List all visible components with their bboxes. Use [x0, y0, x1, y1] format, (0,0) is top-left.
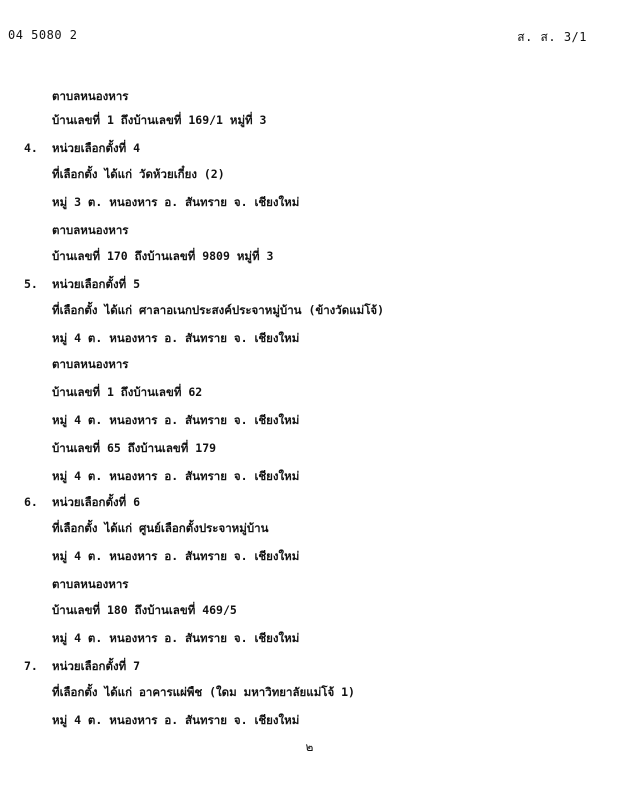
- polling-unit-heading: หน่วยเลือกตั้งที่ 4: [52, 141, 140, 155]
- polling-unit-heading: หน่วยเลือกตั้งที่ 7: [52, 659, 140, 673]
- house-range: บ้านเลขที่ 1 ถึงบ้านเลขที่ 62: [52, 385, 203, 399]
- item-number: 7.: [24, 659, 38, 673]
- polling-unit-heading: หน่วยเลือกตั้งที่ 5: [52, 277, 140, 291]
- item-number: 4.: [24, 141, 38, 155]
- polling-place: ที่เลือกตั้ง ได้แก่ ศูนย์เลือกตั้งประจาหมู่บ้าน: [52, 521, 269, 535]
- form-code: ส. ส. 3/1: [517, 30, 587, 44]
- item-number: 5.: [24, 277, 38, 291]
- address-line: หมู่ 4 ต. หนองหาร อ. สันทราย จ. เชียงใหม่: [52, 549, 300, 563]
- page-number: ๒: [305, 740, 314, 754]
- subdistrict-heading: ตาบลหนองหาร: [52, 89, 129, 103]
- document-code: 04 5080 2: [8, 28, 78, 42]
- house-range: บ้านเลขที่ 170 ถึงบ้านเลขที่ 9809 หมู่ที่ 3: [52, 249, 274, 263]
- house-range: บ้านเลขที่ 65 ถึงบ้านเลขที่ 179: [52, 441, 217, 455]
- subdistrict-heading: ตาบลหนองหาร: [52, 223, 129, 237]
- subdistrict-heading: ตาบลหนองหาร: [52, 357, 129, 371]
- subdistrict-heading: ตาบลหนองหาร: [52, 577, 129, 591]
- address-line: หมู่ 3 ต. หนองหาร อ. สันทราย จ. เชียงใหม่: [52, 195, 300, 209]
- item-number: 6.: [24, 495, 38, 509]
- address-line: หมู่ 4 ต. หนองหาร อ. สันทราย จ. เชียงใหม่: [52, 413, 300, 427]
- house-range: บ้านเลขที่ 1 ถึงบ้านเลขที่ 169/1 หมู่ที่ 3: [52, 113, 267, 127]
- polling-place: ที่เลือกตั้ง ได้แก่ วัดห้วยเกี๋ยง (2): [52, 167, 225, 181]
- polling-place: ที่เลือกตั้ง ได้แก่ ศาลาอเนกประสงค์ประจาหมู่บ้าน (ข้างวัดแม่โจ้): [52, 303, 385, 317]
- polling-place: ที่เลือกตั้ง ได้แก่ อาคารแผ่พืช (ใดม มหาวิทยาลัยแม่โจ้ 1): [52, 685, 355, 699]
- address-line: หมู่ 4 ต. หนองหาร อ. สันทราย จ. เชียงใหม่: [52, 469, 300, 483]
- polling-unit-heading: หน่วยเลือกตั้งที่ 6: [52, 495, 140, 509]
- address-line: หมู่ 4 ต. หนองหาร อ. สันทราย จ. เชียงใหม่: [52, 331, 300, 345]
- address-line: หมู่ 4 ต. หนองหาร อ. สันทราย จ. เชียงใหม่: [52, 631, 300, 645]
- house-range: บ้านเลขที่ 180 ถึงบ้านเลขที่ 469/5: [52, 603, 237, 617]
- address-line: หมู่ 4 ต. หนองหาร อ. สันทราย จ. เชียงใหม่: [52, 713, 300, 727]
